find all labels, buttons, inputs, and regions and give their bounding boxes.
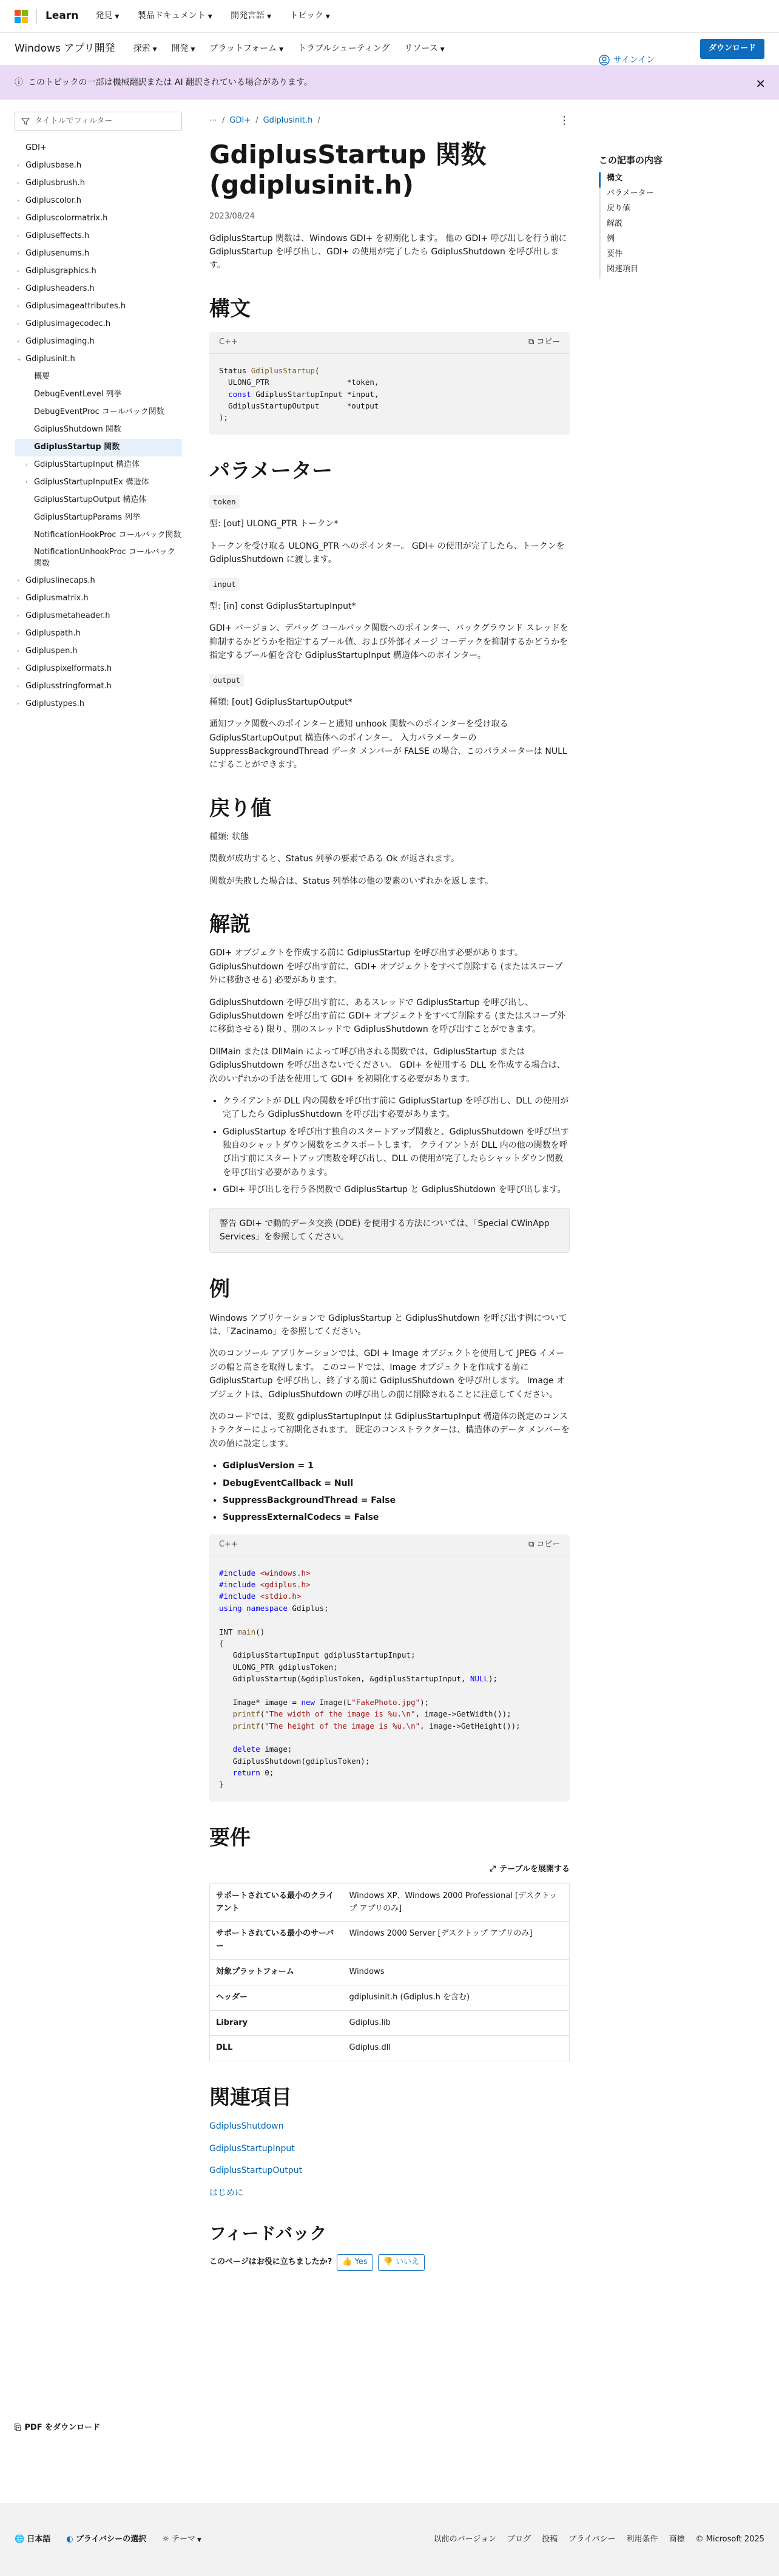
toc-link-examples[interactable]: 例 (599, 233, 750, 248)
filter-placeholder: タイトルでフィルター (35, 116, 113, 126)
list-item: • DebugEventCallback = Null (223, 1477, 570, 1490)
heading-examples: 例 (209, 1277, 230, 1302)
chevron-down-icon: ▼ (152, 47, 157, 53)
brand-learn[interactable]: Learn (46, 9, 79, 22)
download-button[interactable]: ダウンロード (700, 39, 764, 59)
chevron-right-icon[interactable]: › (17, 198, 19, 205)
sidebar-item-label: GDI+ (25, 143, 47, 153)
sidebar-item[interactable] (15, 157, 182, 175)
sidebar-item[interactable] (15, 509, 182, 527)
chevron-right-icon[interactable]: › (17, 215, 19, 222)
toc-link-syntax[interactable]: 構文 (599, 172, 750, 188)
param-desc: GDI+ バージョン、デバッグ コールバック関数へのポインター、バックグラウンド スレッドを抑制するかどうかを指定するブール値、および外部イメージ コーデックを抑制するかどうかを指定するブール値を含む GdiplusStartupInput 構造体へのポインター。 (209, 623, 568, 661)
examples-p1: Windows アプリケーションで GdiplusStartup と GdiplusShutdown を呼び出す例については、「Zacinamo」を参照してください。 (209, 1313, 568, 1337)
list-item: • GdiplusVersion = 1 (223, 1459, 570, 1473)
param-name: output (209, 674, 244, 687)
sidebar-item-label: GdiplusStartupOutput 構造体 (34, 495, 147, 505)
chevron-right-icon[interactable]: › (17, 268, 19, 275)
table-row: DLL Gdiplus.dll (210, 2036, 570, 2061)
sidebar-item[interactable] (15, 192, 182, 210)
chevron-right-icon[interactable]: › (17, 321, 19, 328)
footer-link[interactable]: 以前のバージョン (433, 2534, 497, 2544)
sidebar-item-label: NotificationHookProc コールバック関数 (34, 530, 181, 540)
chevron-right-icon[interactable]: › (17, 595, 19, 602)
nav-resources[interactable]: リソース ▼ (404, 44, 445, 54)
sidebar-item-label: Gdipluspath.h (25, 628, 81, 638)
chevron-right-icon[interactable]: › (17, 233, 19, 240)
sidebar (15, 112, 182, 713)
toc-link-params[interactable]: パラメーター (599, 188, 750, 203)
table-row: サポートされている最小のクライアント Windows XP、Windows 2000 Professional [デスクトップ アプリのみ] (210, 1883, 570, 1922)
sidebar-item[interactable] (15, 175, 182, 192)
footer-link[interactable]: 投稿 (542, 2534, 558, 2544)
sidebar-item[interactable] (15, 228, 182, 245)
close-icon[interactable]: ✕ (755, 76, 766, 91)
warning-alert: 警告 GDI+ で動的データ交換 (DDE) を使用する方法については、「Special CWinApp Services」を参照してください。 (209, 1208, 570, 1253)
sidebar-item[interactable] (15, 544, 182, 572)
chevron-right-icon[interactable]: › (17, 683, 19, 690)
sidebar-item[interactable] (15, 333, 182, 351)
chevron-right-icon[interactable]: › (25, 480, 28, 486)
chevron-right-icon[interactable]: › (17, 665, 19, 672)
sidebar-item[interactable] (15, 298, 182, 316)
sidebar-item[interactable] (15, 492, 182, 509)
param-desc: 通知フック関数へのポインターと通知 unhook 関数へのポインターを受け取る GdiplusStartupOutput 構造体へのポインター。 入力パラメーターの SuppressBackgroundThread データ メンバーが FALSE の場合、このパラメーターは NULL にすることができます。 (209, 719, 567, 770)
privacy-toggle-icon: ◐ (66, 2534, 73, 2544)
more-options-icon[interactable]: ⋮ (559, 114, 570, 127)
return-p2: 関数が失敗した場合は、Status 列挙体の他の要素のいずれかを返します。 (209, 876, 493, 886)
sidebar-item-label: Gdiplusmetaheader.h (25, 611, 110, 620)
pdf-download[interactable] (15, 2422, 100, 2435)
sidebar-item[interactable] (15, 386, 182, 404)
ai-translation-banner (0, 66, 779, 100)
date: 2023/08/24 (209, 211, 255, 221)
footer-link[interactable]: プライバシー (568, 2534, 616, 2544)
remarks-p3: DllMain または DllMain によって呼び出される関数では、GdiplusStartup または GdiplusShutdown を呼び出さないでください。 GDI+ を使用する DLL を作成する場合は、次のいずれかの手法を使用して GDI+ を初期化する必要があります。 (209, 1046, 565, 1084)
copyright: © Microsoft 2025 (695, 2534, 764, 2544)
param-type: 種類: [out] GdiplusStartupOutput* (209, 697, 352, 707)
sidebar-item[interactable] (15, 404, 182, 421)
code-lang: C++ (219, 337, 238, 347)
sidebar-item[interactable] (15, 608, 182, 625)
feedback-yes-button[interactable]: 👍 Yes (337, 2254, 373, 2271)
chevron-right-icon[interactable]: › (25, 462, 28, 469)
theme-selector[interactable]: ☼ テーマ ▼ (162, 2534, 201, 2544)
breadcrumb-gdi[interactable]: GDI+ (229, 115, 251, 125)
param-type: 型: [out] ULONG_PTR トークン* (209, 519, 339, 529)
list-item: • GDI+ 呼び出しを行う各関数で GdiplusStartup と GdiplusShutdown を呼び出します。 (223, 1183, 570, 1196)
sidebar-item[interactable] (15, 263, 182, 280)
chevron-down-icon: ▼ (440, 47, 445, 53)
heading-syntax: 構文 (209, 296, 251, 321)
chevron-right-icon[interactable]: › (17, 577, 19, 584)
chevron-right-icon[interactable]: › (17, 180, 19, 187)
toc-link-related[interactable]: 関連項目 (599, 263, 750, 279)
param-token (209, 484, 570, 567)
sidebar-item-label: GdiplusShutdown 関数 (34, 425, 121, 435)
param-output (209, 663, 570, 772)
sidebar-item-label: Gdipluspixelformats.h (25, 663, 112, 673)
param-type: 型: [in] const GdiplusStartupInput* (209, 601, 356, 611)
nav-platform[interactable]: プラットフォーム ▼ (209, 44, 283, 54)
table-row: ヘッダー gdiplusinit.h (Gdiplus.h を含む) (210, 1985, 570, 2010)
toc-tree (15, 140, 182, 713)
filter-icon (21, 117, 30, 126)
sidebar-item[interactable] (15, 474, 182, 492)
sidebar-item-label: 概要 (34, 372, 50, 382)
chevron-right-icon[interactable]: › (17, 648, 19, 654)
chevron-right-icon[interactable]: › (17, 163, 19, 169)
example-code: #include <windows.h> #include <gdiplus.h> #include <stdio.h> using namespace Gdiplus; INT main() { GdiplusStartupInput gdiplusStartupInput; ULONG_PTR gdiplusToken; GdiplusStartup(&gdiplusToken, &gdiplusStartupInput, NULL); Image* image = new Image(L"FakePhoto.jpg"); printf("The width of the image is %u.\n", image->GetWidth()); printf("The height of the image is %u.\n", image->GetHeight()); delete image; GdiplusShutdown(gdiplusToken); return 0; } (219, 1568, 521, 1789)
examples-p3: 次のコードでは、変数 gdiplusStartupInput は GdiplusStartupInput 構造体の既定のコンストラクターによって初期化されます。 既定のコンストラクターは、構造体のデータ メンバーを次の値に設定します。 (209, 1411, 570, 1449)
footer-link[interactable]: 商標 (669, 2534, 685, 2544)
privacy-choices[interactable]: ◐ プライバシーの選択 (66, 2534, 147, 2544)
sidebar-item-label: Gdiplusimaging.h (25, 337, 95, 347)
nav-troubleshooting[interactable]: トラブルシューティング (297, 44, 390, 54)
filter-input[interactable] (15, 112, 182, 131)
param-name: input (209, 578, 240, 591)
examples-list (209, 1459, 570, 1525)
expand-table-button[interactable]: ⤢ テーブルを展開する (209, 1863, 570, 1876)
sidebar-item-label: Gdipluslinecaps.h (25, 575, 95, 585)
sidebar-item[interactable] (15, 572, 182, 590)
sidebar-item-label: DebugEventProc コールバック関数 (34, 407, 164, 417)
nav-explore[interactable]: 探索 ▼ (133, 44, 157, 54)
examples-p2: 次のコンソール アプリケーションでは、GDI + Image オブジェクトを使用して JPEG イメージの幅と高さを取得します。 このコードでは、Image オブジェクトを作成する前に GdiplusStartup を呼び出し、終了する前に GdiplusShutdown を呼び出します。 Image オブジェクトは、GdiplusShutdown の呼び出しの前に削除されることに注意してください。 (209, 1349, 565, 1400)
expand-icon: ⤢ (489, 1865, 496, 1874)
nav-discover[interactable]: 発見 ▼ (95, 11, 120, 21)
remarks-list (209, 1094, 570, 1197)
breadcrumb: ⋯ / GDI+ / Gdiplusinit.h / ⋮ (209, 112, 570, 130)
related-link[interactable]: はじめに (209, 2188, 243, 2198)
signin-label: サインイン (613, 55, 655, 65)
pdf-label: PDF をダウンロード (24, 2423, 101, 2432)
heading-params: パラメーター (209, 458, 332, 483)
sidebar-item-label: Gdiplusmatrix.h (25, 593, 89, 603)
remarks-p2: GdiplusShutdown を呼び出す前に、あるスレッドで GdiplusStartup を呼び出し、GdiplusShutdown を呼び出す前に GDI+ オブジェクトをすべて削除する (またはスコープ外に移動させる) 限り、別のスレッドで GdiplusShutdown を呼び出すことができます。 (209, 997, 565, 1035)
nav-topics[interactable]: トピック ▼ (289, 11, 330, 21)
page-body (0, 100, 779, 2514)
list-item: • クライアントが DLL 内の関数を呼び出す前に GdiplusStartup を呼び出し、DLL の使用が完了したら GdiplusShutdown を呼び出す必要があります。 (223, 1094, 570, 1122)
footer (0, 2503, 779, 2576)
toc-link-requirements[interactable]: 要件 (599, 248, 750, 263)
sidebar-item[interactable] (15, 140, 182, 157)
divider (36, 9, 37, 24)
sidebar-item[interactable] (15, 590, 182, 608)
article (209, 112, 570, 2271)
chevron-down-icon: ▼ (195, 2537, 201, 2543)
chevron-right-icon[interactable]: › (17, 286, 19, 293)
chevron-right-icon[interactable]: › (17, 303, 19, 310)
user-icon (599, 55, 610, 66)
requirements-table (209, 1883, 570, 2061)
chevron-right-icon[interactable]: › (17, 630, 19, 637)
sidebar-item-label: Gdipluscolor.h (25, 196, 82, 206)
footer-link[interactable]: 利用条件 (626, 2534, 658, 2544)
chevron-right-icon[interactable]: › (17, 700, 19, 707)
chevron-down-icon[interactable]: ⌄ (17, 356, 22, 363)
chevron-down-icon: ▼ (191, 47, 195, 53)
param-desc: トークンを受け取る ULONG_PTR へのポインター。 GDI+ の使用が完了したら、トークンを GdiplusShutdown に渡します。 (209, 541, 565, 565)
heading-returns: 戻り値 (209, 796, 271, 821)
sidebar-item[interactable] (15, 660, 182, 678)
sidebar-item-label: Gdipluscolormatrix.h (25, 214, 108, 223)
sidebar-item[interactable] (15, 316, 182, 333)
in-this-article (599, 153, 750, 279)
syntax-code-block (209, 332, 570, 435)
remarks-p1: GDI+ オブジェクトを作成する前に GdiplusStartup を呼び出す必要があります。 GdiplusShutdown を呼び出す前に、GDI+ オブジェクトをすべて削除する (またはスコープ外に移動させる) 必要があります。 (209, 948, 563, 986)
pdf-icon: ⎘ (15, 2423, 21, 2432)
heading-feedback: フィードバック (209, 2223, 327, 2243)
sidebar-item-label: Gdipluspen.h (25, 646, 78, 656)
chevron-down-icon: ▼ (325, 14, 330, 21)
list-item: • GdiplusStartup を呼び出す独自のスタートアップ関数と、GdiplusShutdown を呼び出す独自のシャットダウン関数をエクスポートします。 クライアントが DLL 内の他の関数を呼び出す前にスタートアップ関数を呼び出し、DLL の使用が完了したらシャットダウン関数を呼び出す必要があります。 (223, 1125, 570, 1180)
return-p1: 関数が成功すると、Status 列挙の要素である Ok が返されます。 (209, 854, 459, 864)
related-links (209, 2120, 570, 2200)
site-title[interactable]: Windows アプリ開発 (15, 42, 115, 55)
sidebar-item-label: GdiplusStartupInputEx 構造体 (34, 478, 149, 487)
top-nav (95, 9, 346, 22)
sidebar-item[interactable] (15, 368, 182, 386)
param-input (209, 567, 570, 663)
heading-related: 関連項目 (209, 2086, 292, 2110)
sidebar-item[interactable] (15, 456, 182, 474)
banner-text: このトピックの一部は機械翻訳または AI 翻訳されている場合があります。 (28, 77, 312, 87)
table-row: 対象プラットフォーム Windows (210, 1960, 570, 1985)
sidebar-item[interactable] (15, 678, 182, 696)
syntax-code: Status GdiplusStartup( ULONG_PTR *token, const GdiplusStartupInput *input, GdiplusStartupOutput *output ); (219, 365, 379, 422)
related-link[interactable]: GdiplusStartupInput (209, 2143, 295, 2154)
sidebar-item-label: GdiplusStartup 関数 (34, 442, 120, 452)
sidebar-item[interactable] (15, 421, 182, 439)
sidebar-item[interactable] (15, 527, 182, 544)
feedback-question: このページはお役に立ちましたか? (209, 2257, 332, 2267)
sidebar-item-label: Gdipluseffects.h (25, 231, 90, 241)
heading-requirements: 要件 (209, 1825, 251, 1850)
heading-remarks: 解説 (209, 912, 251, 937)
toc-title: この記事の内容 (599, 155, 663, 166)
example-code-block (209, 1534, 570, 1802)
chevron-right-icon[interactable]: › (17, 612, 19, 619)
sidebar-item[interactable] (15, 643, 182, 660)
param-name: token (209, 495, 240, 509)
code-lang: C++ (219, 1539, 238, 1549)
intro: GdiplusStartup 関数は、Windows GDI+ を初期化します。 他の GDI+ 呼び出しを行う前に GdiplusStartup を呼び出し、GDI+ の使用が完了したら GdiplusShutdown を呼び出します。 (209, 233, 567, 271)
return-type: 種類: 状態 (209, 832, 249, 842)
copy-button[interactable]: ⧉ コピー (528, 1539, 560, 1549)
sidebar-item-label: DebugEventLevel 列挙 (34, 390, 122, 399)
chevron-down-icon: ▼ (267, 14, 271, 21)
feedback-row (209, 2254, 570, 2271)
nav-develop[interactable]: 開発 ▼ (171, 44, 195, 54)
sidebar-item[interactable] (15, 245, 182, 263)
sidebar-item[interactable] (15, 280, 182, 298)
sidebar-item[interactable] (15, 439, 182, 456)
table-row: サポートされている最小のサーバー Windows 2000 Server [デスクトップ アプリのみ] (210, 1922, 570, 1960)
list-item: • SuppressExternalCodecs = False (223, 1511, 570, 1524)
related-link[interactable]: GdiplusStartupOutput (209, 2166, 303, 2176)
sidebar-item-label: Gdiplusgraphics.h (25, 266, 96, 276)
chevron-right-icon[interactable]: › (17, 339, 19, 345)
nav-languages[interactable]: 開発言語 ▼ (231, 11, 271, 21)
toc-link-remarks[interactable]: 解説 (599, 218, 750, 233)
related-link[interactable]: GdiplusShutdown (209, 2121, 284, 2132)
sidebar-item-label: Gdiplusimagecodec.h (25, 319, 111, 329)
sidebar-item-label: NotificationUnhookProc コールバック関数 (34, 547, 175, 568)
feedback-no-button[interactable]: 👎 いいえ (378, 2254, 425, 2271)
copy-button[interactable]: ⧉ コピー (528, 337, 560, 347)
list-item: • SuppressBackgroundThread = False (223, 1494, 570, 1507)
table-row: Library Gdiplus.lib (210, 2010, 570, 2036)
sidebar-item-label: GdiplusStartupParams 列挙 (34, 513, 141, 523)
chevron-down-icon: ▼ (207, 14, 212, 21)
sidebar-item-label: Gdiplusinit.h (25, 354, 75, 364)
info-icon: ⓘ (15, 77, 23, 87)
footer-link[interactable]: ブログ (507, 2534, 531, 2544)
sidebar-item[interactable] (15, 696, 182, 713)
sidebar-item-label: Gdiplusenums.h (25, 249, 90, 259)
language-selector[interactable]: 🌐 日本語 (15, 2534, 51, 2544)
sidebar-item-label: Gdiplusbrush.h (25, 178, 86, 188)
sidebar-item-label: Gdiplustypes.h (25, 699, 84, 708)
sidebar-item[interactable] (15, 351, 182, 368)
more-icon[interactable]: ⋯ (209, 115, 217, 125)
sidebar-item-label: Gdiplusstringformat.h (25, 681, 112, 691)
chevron-down-icon: ▼ (279, 47, 283, 53)
toc-link-returns[interactable]: 戻り値 (599, 203, 750, 218)
sidebar-item[interactable] (15, 625, 182, 643)
sidebar-item-label: Gdiplusheaders.h (25, 284, 95, 294)
page-title: GdiplusStartup 関数 (gdiplusinit.h) (209, 140, 487, 200)
sidebar-item-label: GdiplusStartupInput 構造体 (34, 460, 140, 470)
sidebar-item-label: Gdiplusbase.h (25, 161, 82, 171)
chevron-down-icon: ▼ (115, 14, 120, 21)
microsoft-logo[interactable] (15, 10, 28, 23)
chevron-right-icon[interactable]: › (17, 251, 19, 257)
nav-product-docs[interactable]: 製品ドキュメント ▼ (137, 11, 212, 21)
sidebar-item-label: Gdiplusimageattributes.h (25, 302, 126, 311)
sidebar-item[interactable] (15, 210, 182, 228)
breadcrumb-gdiplusinit[interactable]: Gdiplusinit.h (263, 115, 313, 125)
